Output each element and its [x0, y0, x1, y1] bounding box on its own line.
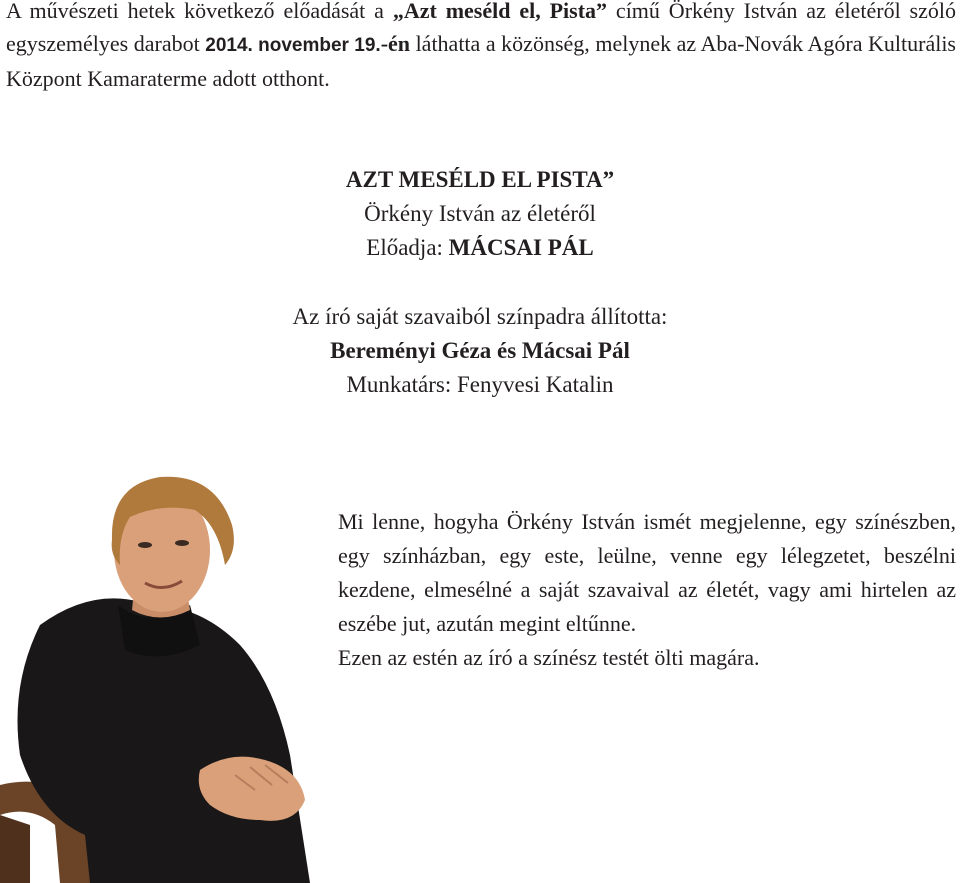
- play-subtitle: Örkény István az életéről: [364, 201, 596, 226]
- play-header: [160, 163, 800, 265]
- description-paragraph-2: Ezen az estén az író a színész testét ölti magára.: [338, 645, 760, 670]
- actor-portrait: [0, 455, 320, 883]
- play-title: AZT MESÉLD EL PISTA”: [345, 167, 615, 192]
- description-paragraph-1: Mi lenne, hogyha Örkény István ismét megjelenne, egy színészben, egy színházban, egy este, leülne, venne egy lélegzetet, beszélni kezdene, elmesélné a saját szavaival az életét, vagy ami hirtelen az eszébe jut, azután megint eltűnne.: [338, 509, 956, 636]
- performer-line: [160, 231, 800, 265]
- adapters: Bereményi Géza és Mácsai Pál: [330, 338, 630, 363]
- intro-play-title: „Azt meséld el, Pista”: [392, 0, 608, 23]
- intro-date: 2014. november 19.: [205, 35, 381, 56]
- intro-text-3: láthatta a közönség, melynek az Aba-Novák Agóra Kulturális Központ Kamaraterme adott otthont.: [6, 31, 956, 91]
- play-description: [338, 505, 956, 675]
- chair-back: [0, 815, 30, 883]
- adaptation-label: Az író saját szavaiból színpadra állította:: [292, 304, 668, 329]
- left-eye: [138, 542, 152, 548]
- performer-name: MÁCSAI PÁL: [448, 235, 594, 260]
- right-eye: [175, 540, 189, 546]
- play-credits: [160, 300, 800, 402]
- intro-text-1: A művészeti hetek következő előadását a: [6, 0, 393, 23]
- performer-label: Előadja:: [366, 235, 449, 260]
- collaborator: Munkatárs: Fenyvesi Katalin: [346, 372, 614, 397]
- intro-date-suffix: -én: [380, 31, 411, 56]
- intro-paragraph: [6, 0, 956, 95]
- intro-text-2: című Örkény István az életéről szóló egyszemélyes darabot: [6, 0, 956, 56]
